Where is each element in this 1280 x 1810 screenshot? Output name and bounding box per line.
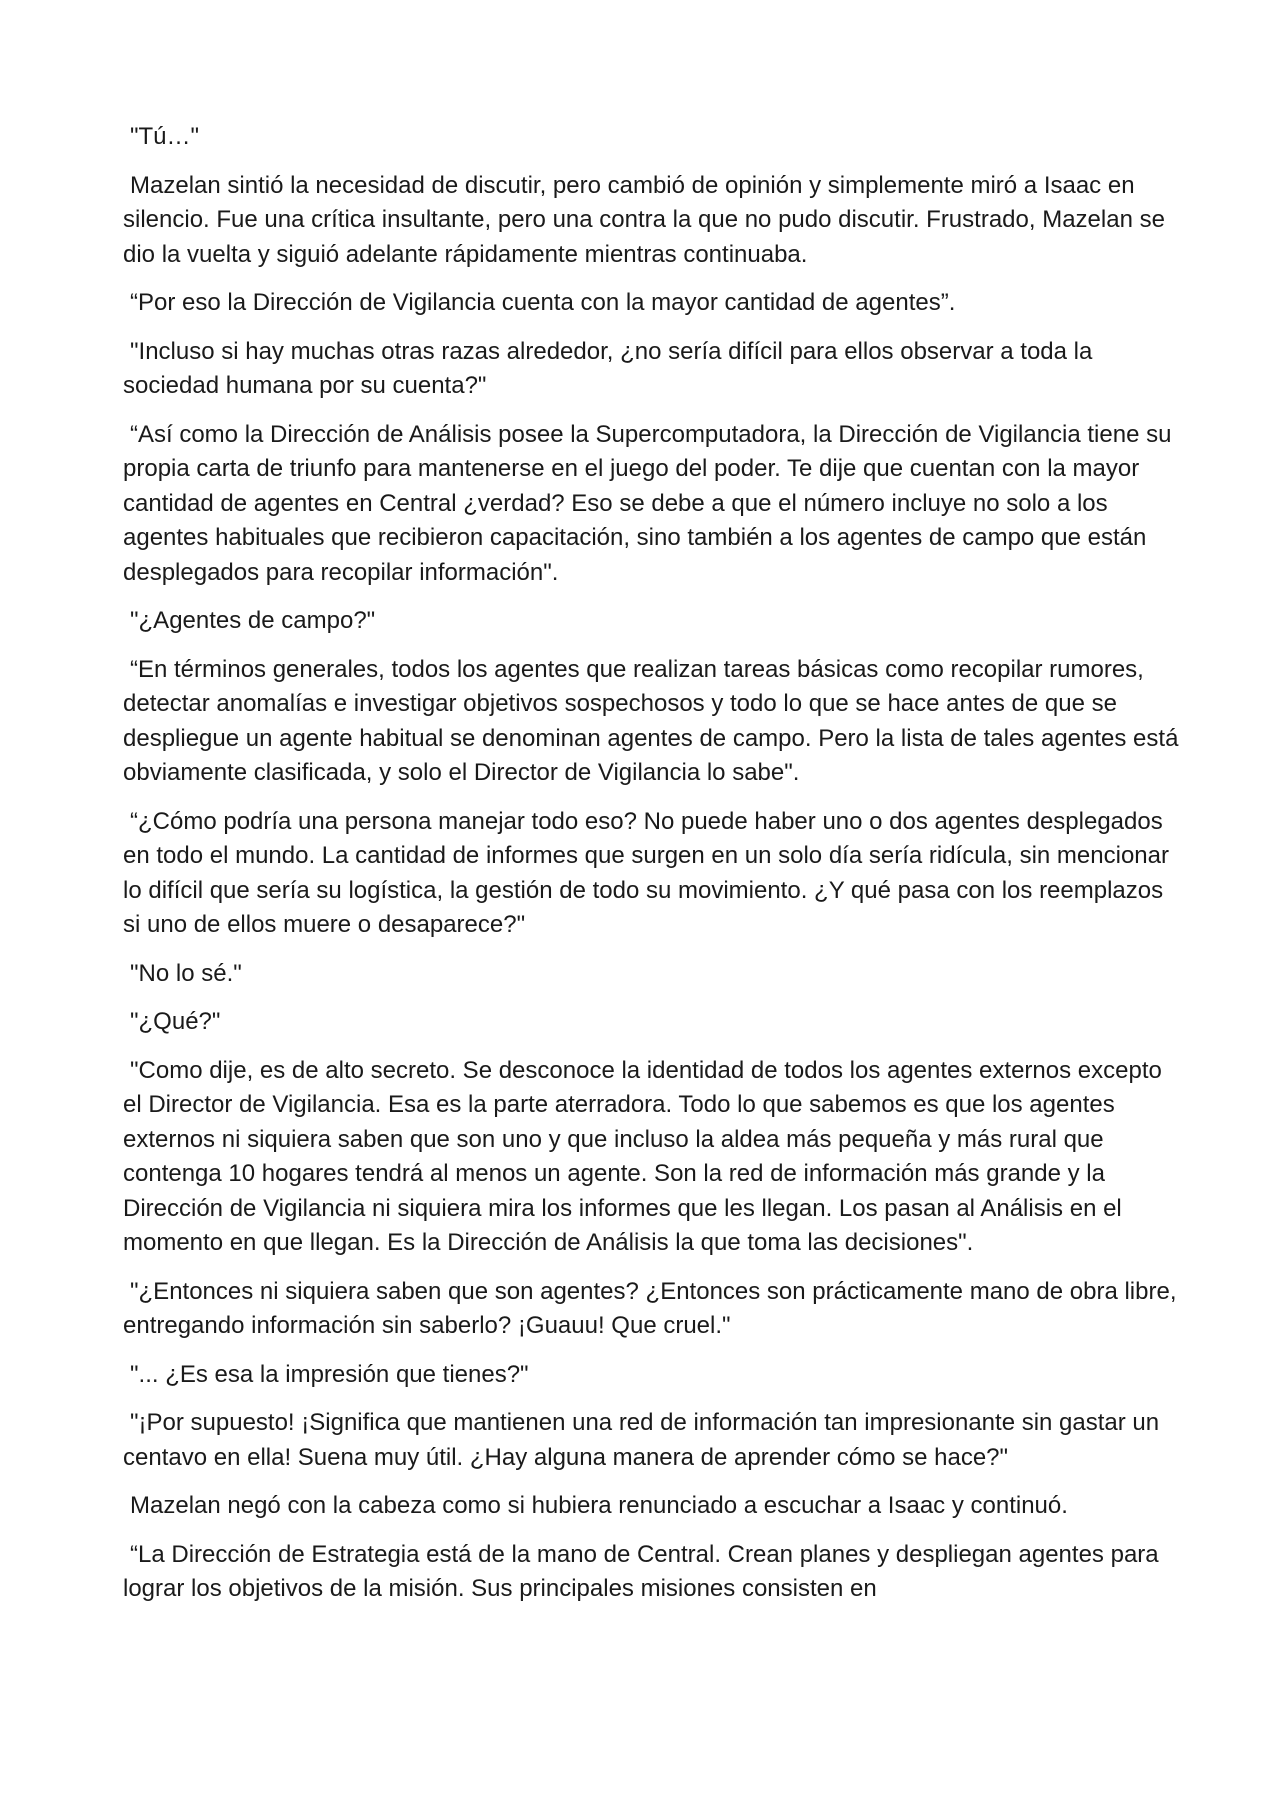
paragraph: "¿Entonces ni siquiera saben que son agentes? ¿Entonces son prácticamente mano de obra libre, entregando información sin saberlo? ¡Guauu! Que cruel.": [123, 1277, 1177, 1339]
paragraph: “En términos generales, todos los agentes que realizan tareas básicas como recopilar rumores, detectar anomalías e investigar objetivos sospechosos y todo lo que se hace antes de que se despliegue un agente habitual se denominan agentes de campo. Pero la lista de tales agentes está obviamente clasificada, y solo el Director de Vigilancia lo sabe".: [123, 655, 1179, 786]
paragraph: "No lo sé.": [130, 959, 242, 987]
paragraph: "¿Agentes de campo?": [130, 607, 376, 634]
paragraph: "Como dije, es de alto secreto. Se desconoce la identidad de todos los agentes externos excepto el Director de Vigilancia. Esa es la parte aterradora. Todo lo que sabemos es que los agentes externos ni siquiera saben que son uno y que incluso la aldea más pequeña y más rural que contenga 10 hogares tendrá al menos un agente. Son la red de información más grande y la Dirección de Vigilancia ni siquiera mira los informes que les llegan. Los pasan al Análisis en el momento en que llegan. Es la Dirección de Análisis la que toma las decisiones".: [123, 1056, 1162, 1256]
paragraph: "¡Por supuesto! ¡Significa que mantienen una red de información tan impresionante sin gastar un centavo en ella! Suena muy útil. ¿Hay alguna manera de aprender cómo se hace?": [123, 1409, 1160, 1471]
paragraph: "¿Qué?": [130, 1008, 221, 1035]
paragraph: “Así como la Dirección de Análisis posee la Supercomputadora, la Dirección de Vigilancia tiene su propia carta de triunfo para mantenerse en el juego del poder. Te dije que cuentan con la mayor cantidad de agentes en Central ¿verdad? Eso se debe a que el número incluye no solo a los agentes habituales que recibieron capacitación, sino también a los agentes de campo que están desplegados para recopilar información".: [123, 420, 1172, 586]
paragraph: Mazelan sintió la necesidad de discutir, pero cambió de opinión y simplemente miró a Isaac en silencio. Fue una crítica insultante, pero una contra la que no pudo discutir. Frustrado, Mazelan se dio la vuelta y siguió adelante rápidamente mientras continuaba.: [123, 171, 1165, 268]
paragraph: "Tú…": [130, 123, 200, 150]
paragraph: "... ¿Es esa la impresión que tienes?": [130, 1360, 529, 1388]
document-body: [123, 120, 1183, 1621]
paragraph: “Por eso la Dirección de Vigilancia cuenta con la mayor cantidad de agentes”.: [130, 289, 956, 316]
paragraph: Mazelan negó con la cabeza como si hubiera renunciado a escuchar a Isaac y continuó.: [130, 1492, 1068, 1519]
paragraph: “La Dirección de Estrategia está de la mano de Central. Crean planes y despliegan agentes para lograr los objetivos de la misión. Sus principales misiones consisten en: [123, 1540, 1159, 1602]
paragraph: “¿Cómo podría una persona manejar todo eso? No puede haber uno o dos agentes desplegados en todo el mundo. La cantidad de informes que surgen en un solo día sería ridícula, sin mencionar lo difícil que sería su logística, la gestión de todo su movimiento. ¿Y qué pasa con los reemplazos si uno de ellos muere o desaparece?": [123, 807, 1169, 938]
paragraph: "Incluso si hay muchas otras razas alrededor, ¿no sería difícil para ellos observar a toda la sociedad humana por su cuenta?": [123, 337, 1093, 399]
